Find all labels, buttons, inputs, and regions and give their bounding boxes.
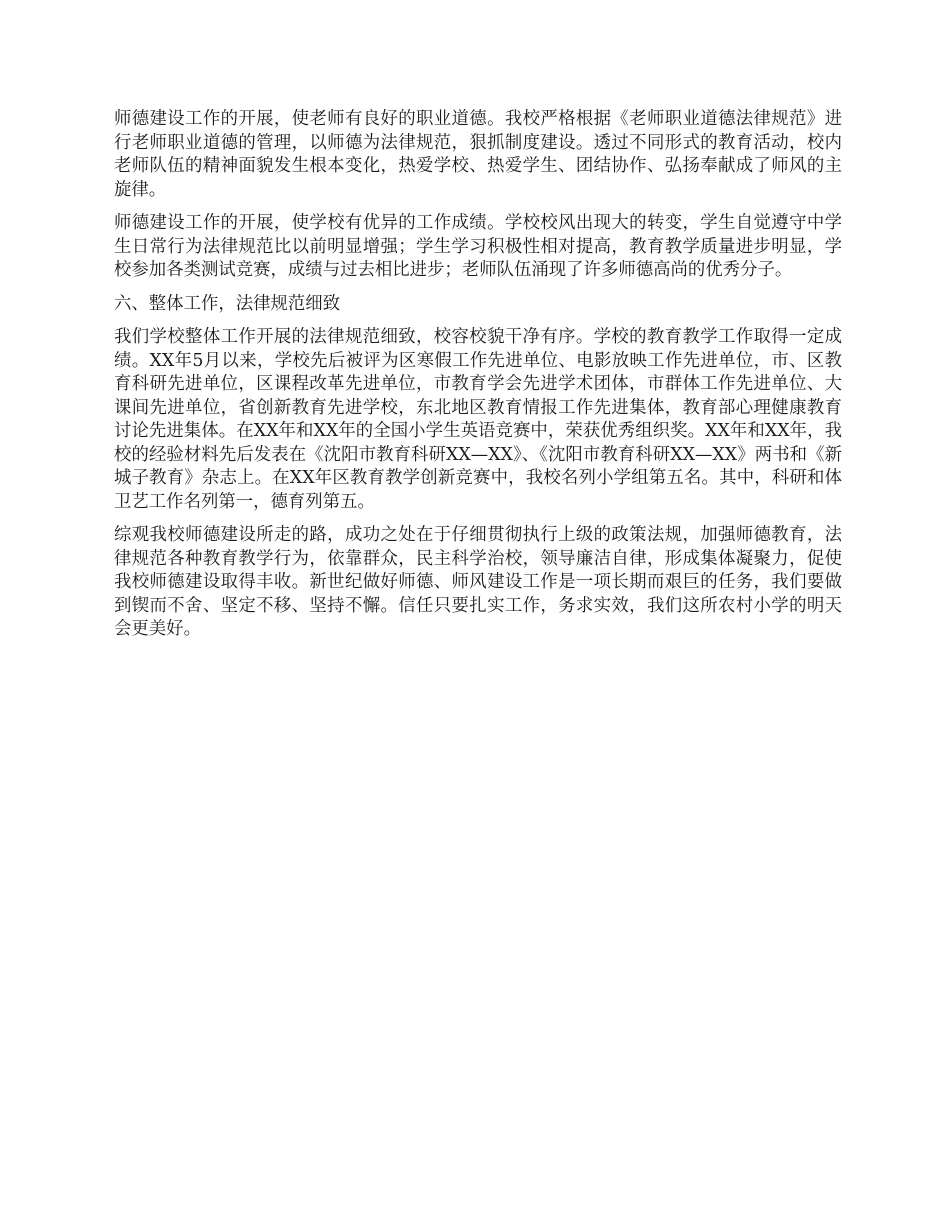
paragraph-school-achievements: 师德建设工作的开展，使学校有优异的工作成绩。学校校风出现大的转变，学生自觉遵守中学生日常行为法律规范比以前明显增强；学生学习积极性相对提高，教育教学质量进步明显，学校参加各类测试竞赛，成绩与过去相比进步；老师队伍涌现了许多师德高尚的优秀分子。 [114, 213, 842, 280]
paragraph-teacher-ethics: 师德建设工作的开展，使老师有良好的职业道德。我校严格根据《老师职业道德法律规范》进行老师职业道德的管理，以师德为法律规范，狠抓制度建设。透过不同形式的教育活动，校内老师队伍的精神面貌发生根本变化，热爱学校、热爱学生、团结协作、弘扬奉献成了师风的主旋律。 [114, 109, 842, 200]
paragraph-conclusion: 综观我校师德建设所走的路，成功之处在于仔细贯彻执行上级的政策法规，加强师德教育，法律规范各种教育教学行为，依靠群众，民主科学治校，领导廉洁自律，形成集体凝聚力，促使我校师德建设取得丰收。新世纪做好师德、师风建设工作是一项长期而艰巨的任务，我们要做到锲而不舍、坚定不移、坚持不懈。信任只要扎实工作，务求实效，我们这所农村小学的明天会更美好。 [114, 525, 842, 639]
paragraph-overall-work: 我们学校整体工作开展的法律规范细致，校容校貌干净有序。学校的教育教学工作取得一定成绩。XX年5月以来，学校先后被评为区寒假工作先进单位、电影放映工作先进单位，市、区教育科研先进单位，区课程改革先进单位，市教育学会先进学术团体，市群体工作先进单位、大课间先进单位，省创新教育先进学校，东北地区教育情报工作先进集体，教育部心理健康教育讨论先进集体。在XX年和XX年的全国小学生英语竞赛中，荣获优秀组织奖。XX年和XX年，我校的经验材料先后发表在《沈阳市教育科研XX—XX》、《沈阳市教育科研XX—XX》两书和《新城子教育》杂志上。在XX年区教育教学创新竞赛中，我校名列小学组第五名。其中，科研和体卫艺工作名列第一，德育列第五。 [114, 327, 842, 512]
document-page [114, 108, 842, 652]
section-heading: 六、整体工作，法律规范细致 [114, 293, 341, 314]
